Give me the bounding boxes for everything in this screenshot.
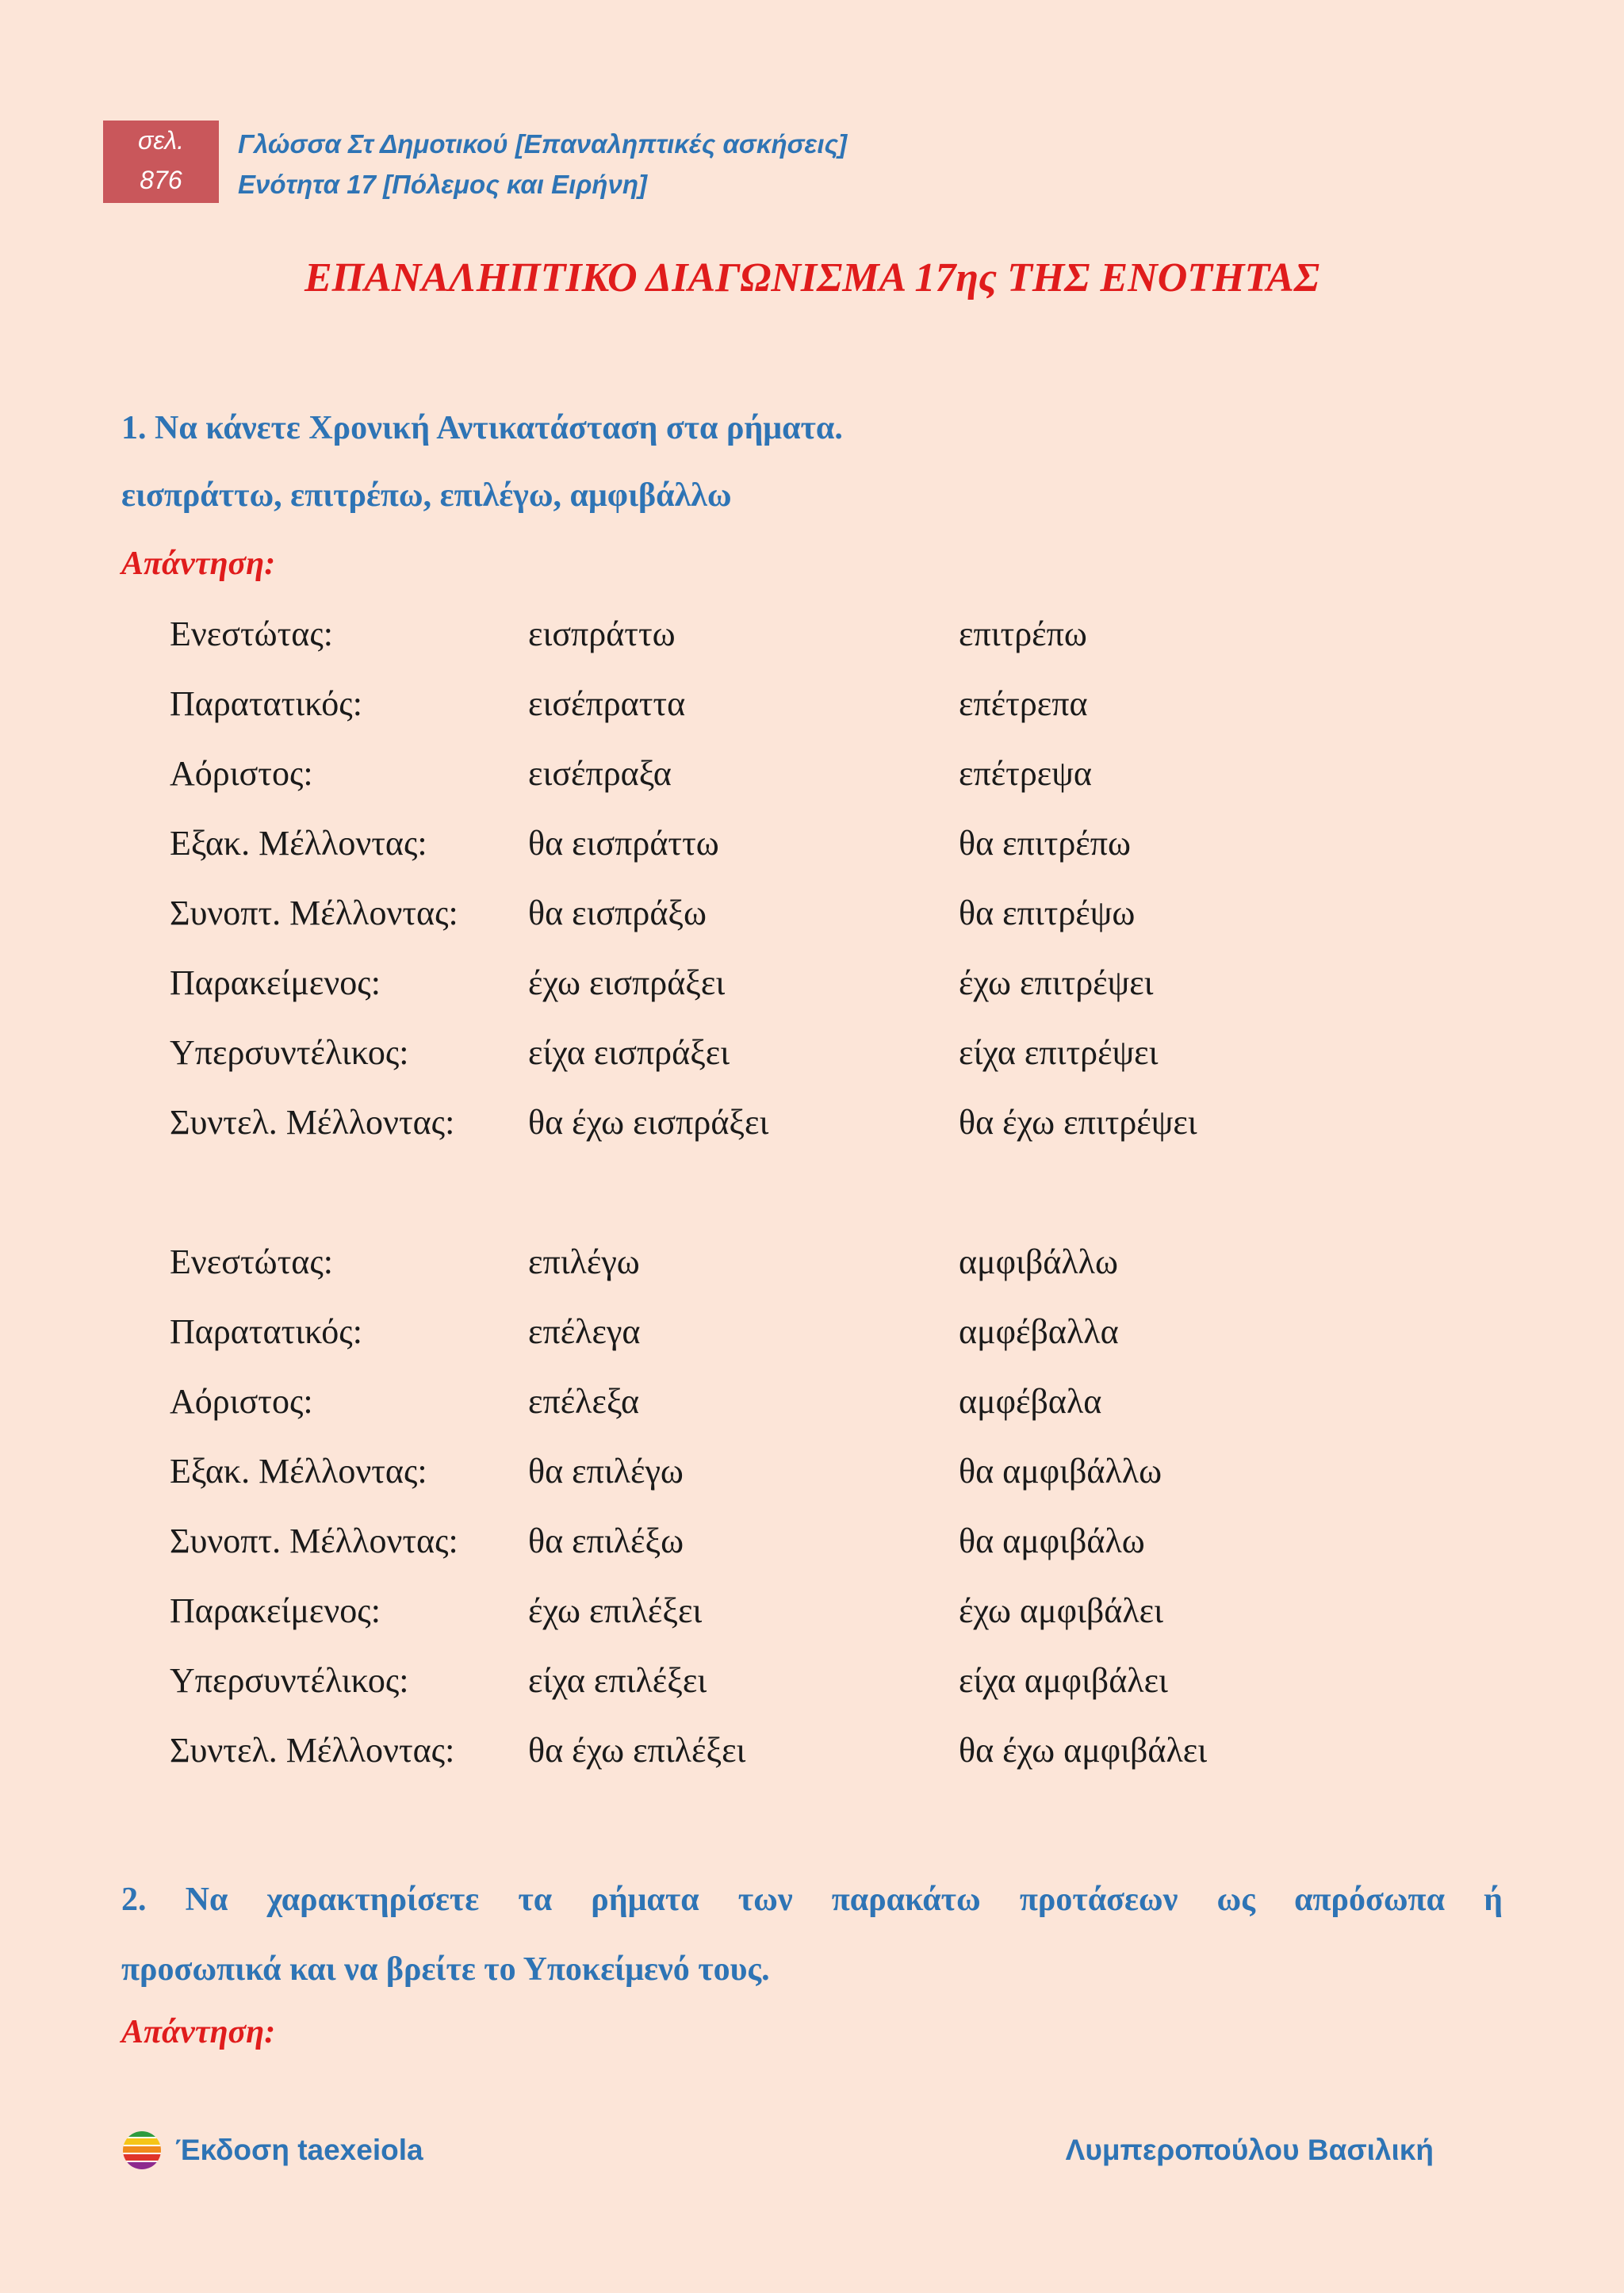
tense-label: Αόριστος: [170, 754, 313, 793]
verb-form-b: αμφέβαλα [959, 1382, 1102, 1421]
verb-form-a: θα εισπράξω [528, 894, 707, 932]
tense-label: Υπερσυντέλικος: [170, 1033, 409, 1072]
verb-form-a: είχα εισπράξει [528, 1033, 730, 1072]
tense-label: Παρατατικός: [170, 1312, 362, 1351]
exercise1-question: 1. Να κάνετε Χρονική Αντικατάσταση στα ρήματα. [121, 410, 843, 446]
verb-form-a: έχω εισπράξει [528, 963, 726, 1002]
verb-form-a: έχω επιλέξει [528, 1591, 703, 1630]
footer-publisher [121, 2126, 423, 2174]
page-number-badge [103, 121, 219, 203]
verb-form-b: θα επιτρέπω [959, 824, 1131, 863]
footer-author: Λυμπεροπούλου Βασιλική [1065, 2134, 1434, 2166]
verb-form-b: θα αμφιβάλλω [959, 1452, 1162, 1491]
tense-label: Συνοπτ. Μέλλοντας: [170, 894, 458, 932]
header-subject: Γλώσσα Στ Δημοτικού [Επαναληπτικές ασκήσεις] [238, 129, 848, 159]
verb-form-a: επέλεξα [528, 1382, 640, 1421]
verb-form-b: επέτρεπα [959, 684, 1088, 723]
verb-form-b: έχω επιτρέψει [959, 963, 1154, 1002]
tense-label: Εξακ. Μέλλοντας: [170, 824, 427, 863]
tense-label: Ενεστώτας: [170, 614, 333, 653]
verb-form-b: είχα επιτρέψει [959, 1033, 1159, 1072]
verb-form-b: θα έχω αμφιβάλει [959, 1731, 1208, 1770]
page-title: ΕΠΑΝΑΛΗΠΤΙΚΟ ΔΙΑΓΩΝΙΣΜΑ 17ης ΤΗΣ ΕΝΟΤΗΤΑΣ [304, 255, 1320, 301]
tense-label: Συνοπτ. Μέλλοντας: [170, 1522, 458, 1560]
page-number: 876 [140, 166, 182, 194]
verb-form-a: επιλέγω [528, 1242, 640, 1281]
page-label: σελ. [138, 126, 184, 155]
verb-form-b: θα επιτρέψω [959, 894, 1136, 932]
publisher-name: Έκδοση taexeiola [175, 2134, 423, 2166]
verb-form-a: θα έχω επιλέξει [528, 1731, 746, 1770]
verb-form-b: αμφιβάλλω [959, 1242, 1118, 1281]
verb-form-b: αμφέβαλλα [959, 1312, 1119, 1351]
verb-form-a: εισέπραξα [528, 754, 672, 793]
verb-form-b: θα αμφιβάλω [959, 1522, 1145, 1560]
verb-form-a: θα επιλέγω [528, 1452, 684, 1491]
tense-label: Υπερσυντέλικος: [170, 1661, 409, 1700]
header-unit: Ενότητα 17 [Πόλεμος και Ειρήνη] [238, 170, 647, 199]
exercise2-question-line2: προσωπικά και να βρείτε το Υποκείμενό τους. [121, 1951, 770, 1988]
verb-form-a: εισέπραττα [528, 684, 686, 723]
tense-label: Παρατατικός: [170, 684, 362, 723]
exercise2-question-line1: 2. Να χαρακτηρίσετε τα ρήματα των παρακάτω προτάσεων ως απρόσωπα ή [121, 1881, 1503, 1918]
exercise2-question [121, 1865, 1503, 2004]
verb-form-b: είχα αμφιβάλει [959, 1661, 1168, 1700]
running-header [238, 124, 847, 205]
exercise1-verbs: εισπράττω, επιτρέπω, επιλέγω, αμφιβάλλω [121, 477, 732, 514]
tense-label: Παρακείμενος: [170, 963, 381, 1002]
verb-form-a: θα εισπράττω [528, 824, 719, 863]
exercise1-answer-label: Απάντηση: [121, 545, 276, 582]
tense-label: Αόριστος: [170, 1382, 313, 1421]
verb-form-a: θα έχω εισπράξει [528, 1103, 769, 1142]
verb-form-b: έχω αμφιβάλει [959, 1591, 1163, 1630]
tense-label: Ενεστώτας: [170, 1242, 333, 1281]
tense-label: Εξακ. Μέλλοντας: [170, 1452, 427, 1491]
verb-form-b: θα έχω επιτρέψει [959, 1103, 1197, 1142]
verb-form-a: θα επιλέξω [528, 1522, 684, 1560]
tense-label: Συντελ. Μέλλοντας: [170, 1731, 455, 1770]
tense-label: Συντελ. Μέλλοντας: [170, 1103, 455, 1142]
verb-form-a: εισπράττω [528, 614, 676, 653]
exercise2-answer-label: Απάντηση: [121, 2014, 276, 2050]
striped-sphere-logo-icon [121, 2130, 163, 2171]
verb-form-b: επέτρεψα [959, 754, 1092, 793]
tense-label: Παρακείμενος: [170, 1591, 381, 1630]
verb-form-b: επιτρέπω [959, 614, 1087, 653]
verb-form-a: είχα επιλέξει [528, 1661, 707, 1700]
verb-form-a: επέλεγα [528, 1312, 641, 1351]
